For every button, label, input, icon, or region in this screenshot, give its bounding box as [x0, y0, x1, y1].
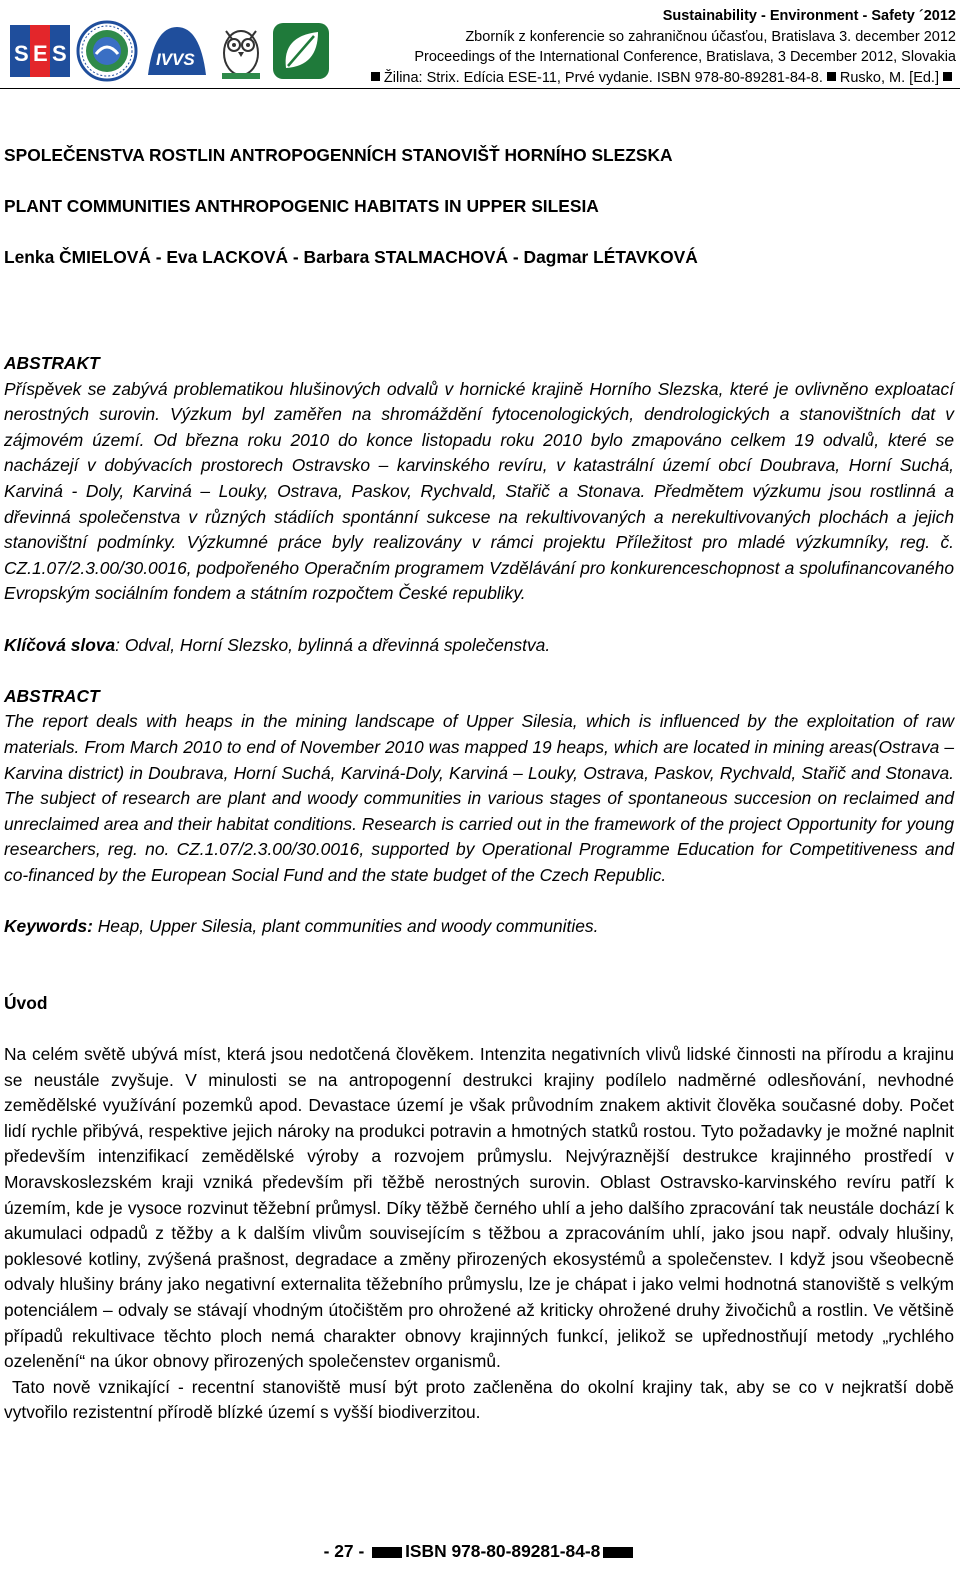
abstracts-section — [4, 351, 959, 1426]
publisher-text: Žilina: Strix. Edícia ESE-11, Prvé vydanie. ISBN 978-80-89281-84-8. — [383, 69, 823, 86]
header-divider — [0, 88, 960, 89]
title-english: PLANT COMMUNITIES ANTHROPOGENIC HABITATS IN UPPER SILESIA — [4, 196, 599, 216]
ses-logo — [10, 21, 70, 81]
footer-bar-icon — [603, 1547, 633, 1558]
footer-bar-icon — [372, 1547, 402, 1558]
square-bullet-icon — [371, 72, 380, 81]
editor-text: Rusko, M. [Ed.] — [839, 69, 939, 86]
svg-text:E: E — [33, 41, 48, 66]
authors: Lenka ČMIELOVÁ - Eva LACKOVÁ - Barbara STALMACHOVÁ - Dagmar LÉTAVKOVÁ — [4, 247, 698, 267]
square-bullet-icon — [943, 72, 952, 81]
klicova-slova-label: Klíčová slova — [4, 634, 116, 655]
svg-text:IVVS: IVVS — [156, 50, 195, 69]
keywords-text: Heap, Upper Silesia, plant communities and woody communities. — [92, 916, 599, 937]
logo-row — [10, 18, 330, 84]
publisher-line — [367, 68, 956, 89]
conference-title: Sustainability - Environment - Safety ´2012 — [662, 8, 956, 24]
svg-text:S: S — [14, 41, 29, 66]
klicova-slova — [4, 633, 954, 659]
abstrakt-heading: ABSTRAKT — [4, 353, 100, 373]
conference-info — [367, 6, 956, 88]
keywords — [4, 914, 954, 940]
owl-icon — [216, 21, 266, 81]
page-number: - 27 - — [323, 1541, 365, 1561]
abstract-text: The report deals with heaps in the mining landscape of Upper Silesia, which is influenced by the exploitation of raw materials. From March 2010 to end of November 2010 was mapped 19 heaps, which are located in mining areas(Ostrava – Karvina district) in Doubrava, Horní Suchá, Karviná-Doly, Karviná – Louky, Ostrava, Paskov, Rychvald, Stařič and Stonava. The subject of research are plant and woody communities in various stages of spontaneous succesion on reclaimed and unreclaimed area and their habitat conditions. Research is carried out in the framework of the project Opportunity for young researchers, reg. no. CZ.1.07/2.3.00/30.0016, supported by Operational Programme Education for Competitiveness and co-financed by the European Social Fund and the state budget of the Czech Republic. — [4, 711, 954, 885]
uvod-heading: Úvod — [4, 992, 48, 1013]
svg-text:S: S — [52, 41, 67, 66]
abstract-heading: ABSTRACT — [4, 685, 100, 706]
proceedings-line: Proceedings of the International Conference, Bratislava, 3 December 2012, Slovakia — [414, 49, 956, 65]
uvod-paragraph-2: Tato nově vznikající - recentní stanoviště musí být proto začleněna do okolní krajiny tak, aby se co v nejkratší době vytvořilo rezistentní přírodě blízké území s vyšší biodiverzitou. — [4, 1376, 959, 1423]
page-header — [0, 0, 960, 90]
uvod-paragraph-1: Na celém světě ubývá míst, která jsou nedotčená člověkem. Intenzita negativních vlivů lidské činnosti na přírodu a krajinu se neustále zvyšuje. V minulosti se na antropogenní destrukci krajiny podílelo nadměrné odlesňování, nevhodné zemědělské využívání pozemků apod. Devastace území je však průvodním znakem aktivit člověka současné doby. Počet lidí rychle přibývá, respektive jejich nároky na produkci potravin a hmotných statků rostou. Tyto požadavky je možné naplnit především intenzifikací zemědělské výroby a rozvojem průmyslu. Nejvýraznější destrukce krajinného prostředí v Moravskoslezském kraji vzniká především při těžbě nerostných surovin. Oblast Ostravsko-karvinského revíru patří k územím, kde je vysoce rozvinut těžební průmysl. Díky těžbě černého uhlí a jeho dalšího zpracování tak neustále dochází k akumulaci odpadů z těžby a k dalším vlivům souvisejícím s těžbou a zpracováním uhlí, jako jsou např. odvaly hlušiny, poklesové kotliny, zvýšená prašnost, degradace a změny přirozených ekosystémů a společenstev. I když jsou všeobecně odvaly hlušiny brány jako negativní externalita těžebního průmyslu, lze je chápat i jako velmi hodnotná stanoviště s velkým potenciálem – odvaly se stávají vhodným útočištěm pro ohrožené až kriticky ohrožené druhy živočichů a rostlin. Ve většině případů rekultivace těchto ploch nemá charakter obnovy krajinných funkcí, jelikož se upřednostňují metody „rychlého ozelenění“ na úkor obnovy přirozených společenstev organismů. — [4, 1044, 954, 1372]
page-footer — [0, 1541, 960, 1562]
footer-isbn: ISBN 978-80-89281-84-8 — [405, 1541, 601, 1561]
zbornik-line: Zborník z konferencie so zahraničnou účasťou, Bratislava 3. december 2012 — [465, 28, 956, 45]
keywords-label: Keywords: — [4, 916, 93, 937]
title-czech: SPOLEČENSTVA ROSTLIN ANTROPOGENNÍCH STANOVIŠŤ HORNÍHO SLEZSKA — [4, 145, 673, 165]
klicova-slova-text: : Odval, Horní Slezsko, bylinná a dřevinná společenstva. — [115, 634, 551, 655]
square-bullet-icon — [827, 72, 836, 81]
leaf-logo — [272, 22, 330, 80]
abstrakt-text: Příspěvek se zabývá problematikou hlušinových odvalů v hornické krajině Horního Slezska, které je ovlivněno exploatací nerostných surovin. Výzkum byl zaměřen na shromáždění fytocenologických, dendrologických a stanovištních dat v zájmovém území. Od března roku 2010 do konce listopadu roku 2010 bylo zmapováno celkem 19 odvalů, které se nacházejí v dobývacích prostorech Ostravsko – karvinského revíru, v katastrální území obcí Doubrava, Horní Suchá, Karviná - Doly, Karviná – Louky, Ostrava, Paskov, Rychvald, Stařič a Stonava. Předmětem výzkumu jsou rostlinná a dřevinná společenstva v různých stádiích spontánní sukcese na rekultivovaných a nerekultivovaných plochách a jejich stanovištní podmínky. Výzkumné práce byly realizovány v rámci projektu Příležitost pro mladé výzkumníky, reg. č. CZ.1.07/2.3.00/30.0016, podpořeného Operačním programem Vzdělávání pro konkurenceschopnost a spolufinancovaného Evropským sociálním fondem a státním rozpočtem České republiky. — [4, 378, 954, 604]
society-seal-icon — [76, 20, 138, 82]
ivvs-logo — [144, 23, 210, 79]
